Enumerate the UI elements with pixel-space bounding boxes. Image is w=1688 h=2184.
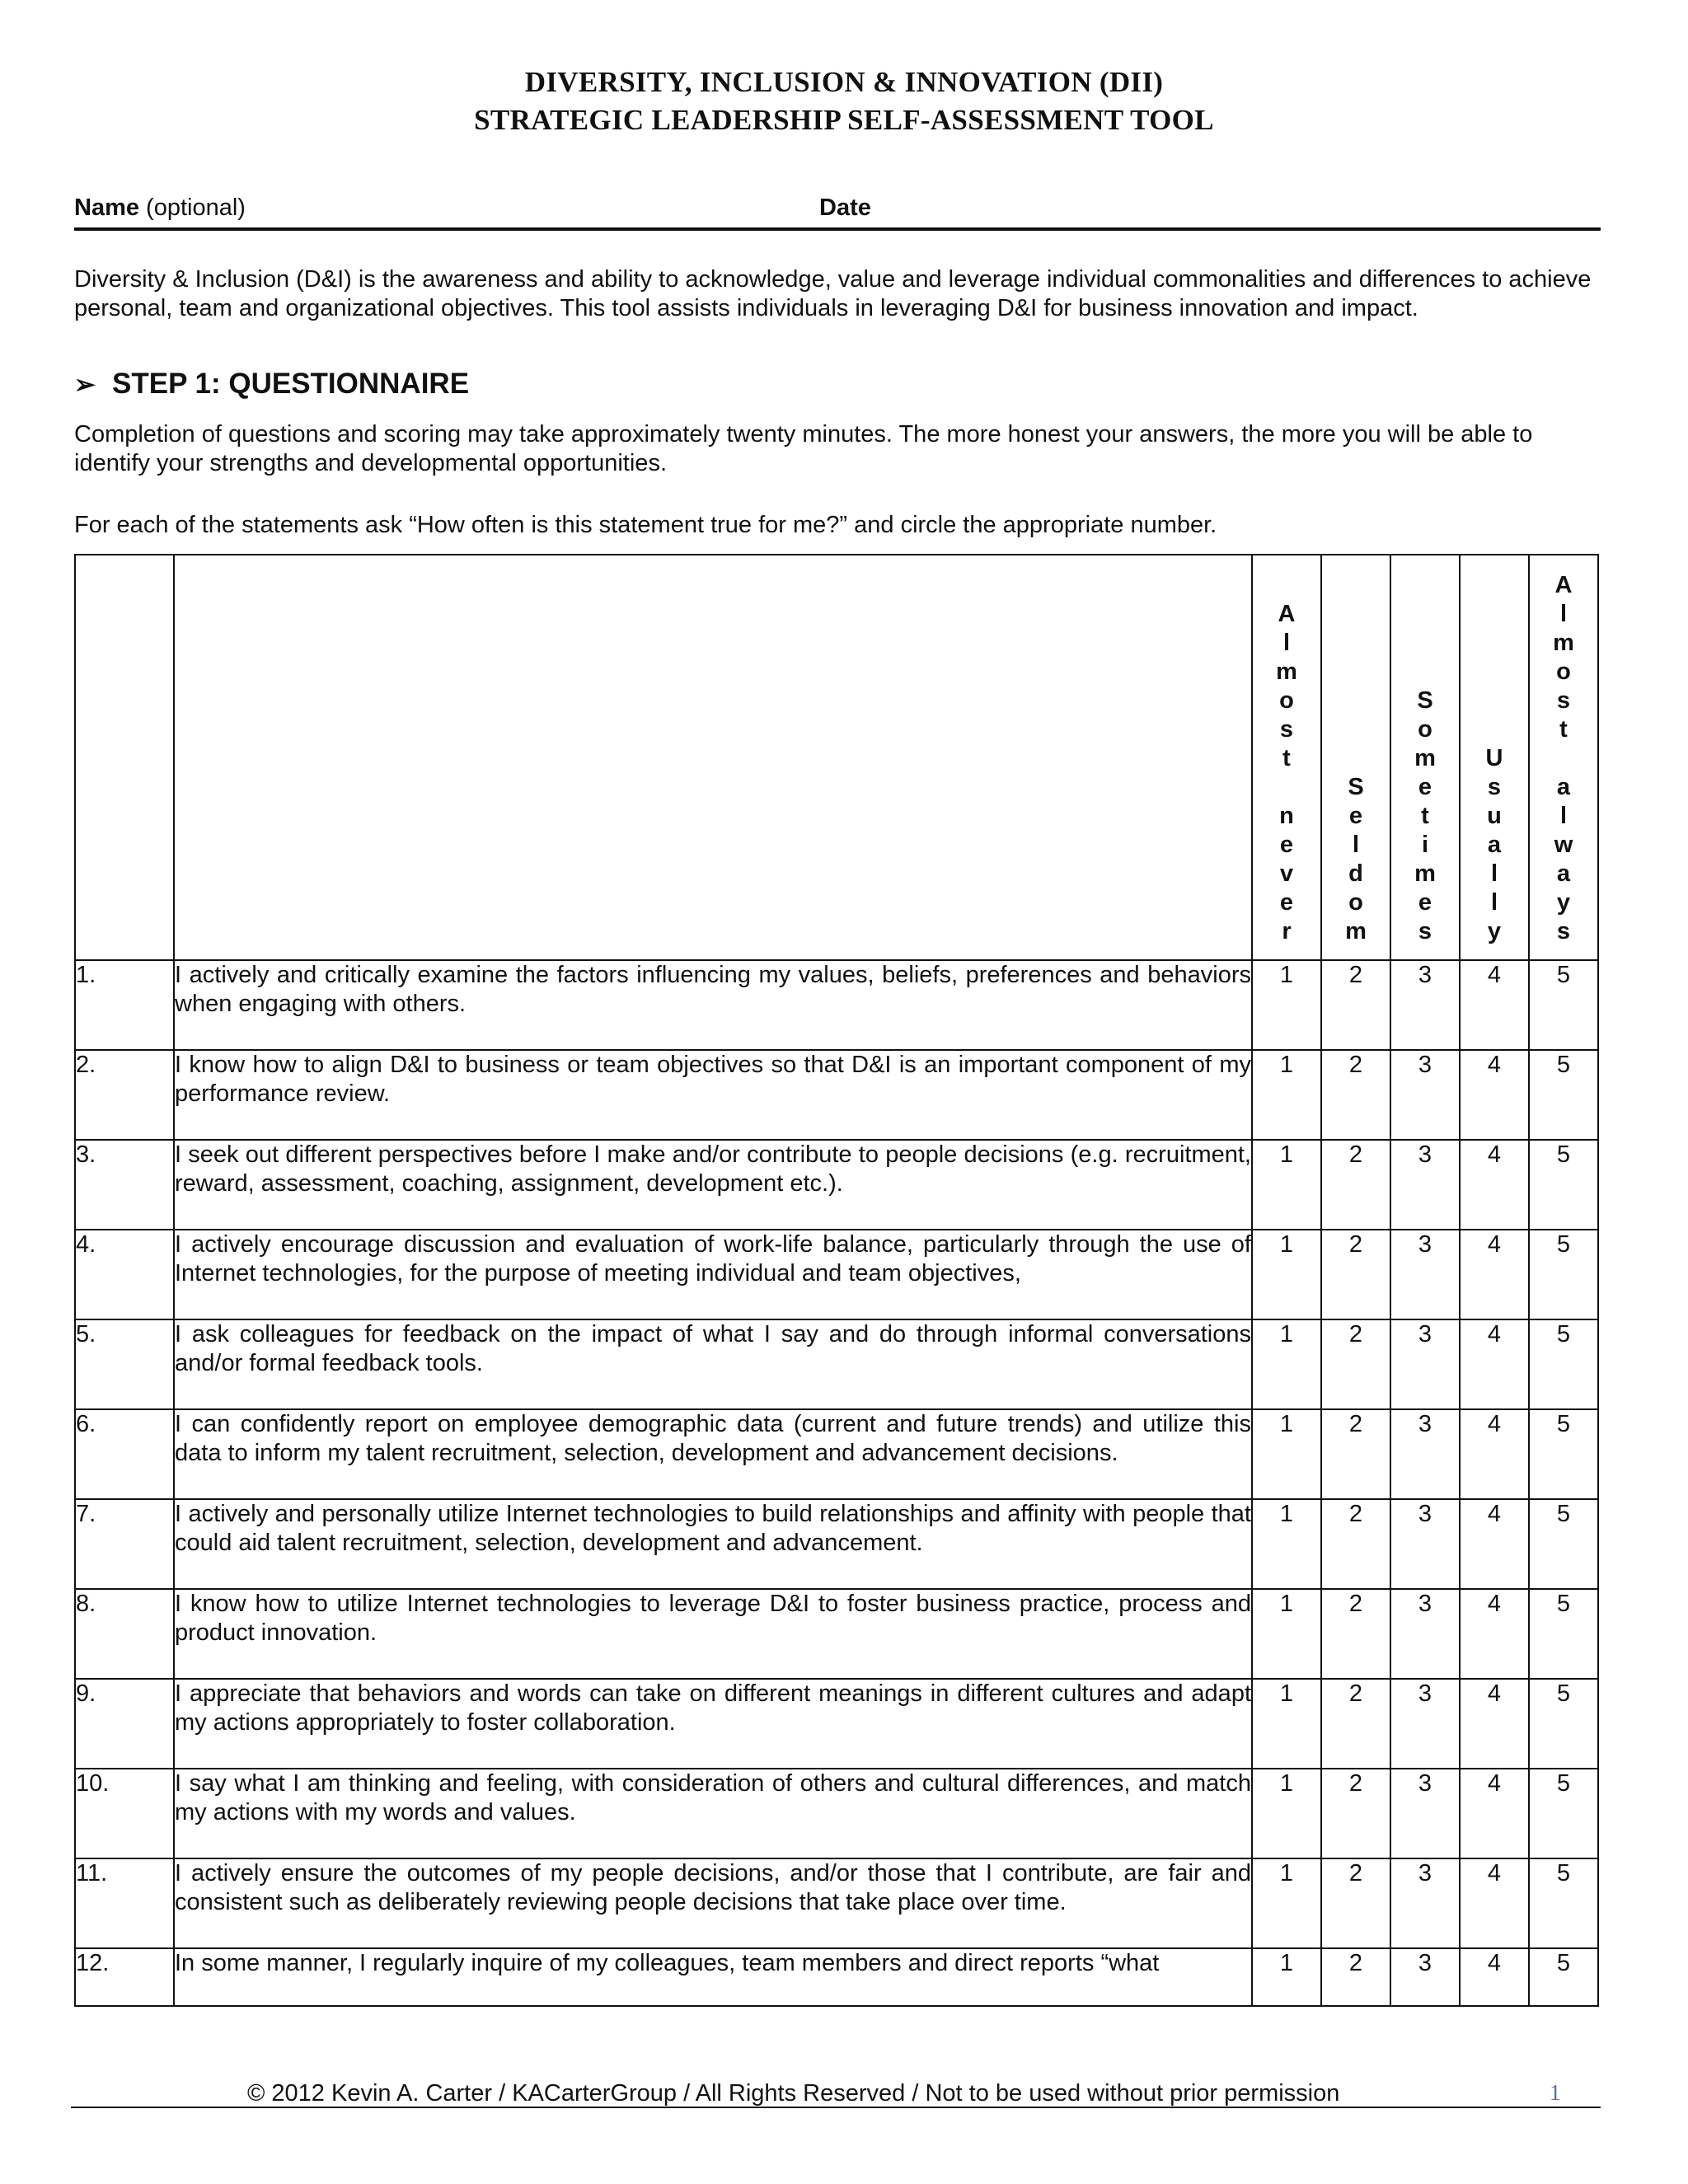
question-statement-text: I seek out different perspectives before I make and/or contribute to people decisions (e.g. recruitment, reward, assessment, coaching, assignment, development etc.). <box>175 1141 1251 1197</box>
score-option-2[interactable]: 2 <box>1321 1230 1390 1319</box>
score-option-4[interactable]: 4 <box>1460 1499 1529 1589</box>
scale-header-label: U s u a l l y <box>1485 745 1503 944</box>
question-statement <box>174 1679 1252 1769</box>
header-scale-4 <box>1460 555 1529 960</box>
question-number: 7. <box>75 1499 174 1589</box>
score-option-4[interactable]: 4 <box>1460 1319 1529 1409</box>
score-option-4[interactable]: 4 <box>1460 1230 1529 1319</box>
question-statement <box>174 1769 1252 1858</box>
score-option-3[interactable]: 3 <box>1390 1319 1460 1409</box>
question-statement <box>174 960 1252 1050</box>
score-option-3[interactable]: 3 <box>1390 1589 1460 1679</box>
question-statement <box>174 1499 1252 1589</box>
question-statement <box>174 1858 1252 1948</box>
table-row <box>75 960 1598 1050</box>
score-option-2[interactable]: 2 <box>1321 1679 1390 1769</box>
score-option-3[interactable]: 3 <box>1390 1140 1460 1230</box>
score-option-2[interactable]: 2 <box>1321 1948 1390 2006</box>
score-option-5[interactable]: 5 <box>1529 1858 1598 1948</box>
score-option-5[interactable]: 5 <box>1529 1679 1598 1769</box>
table-row <box>75 1499 1598 1589</box>
question-number: 6. <box>75 1409 174 1499</box>
name-date-field-row[interactable] <box>74 194 1601 231</box>
score-option-1[interactable]: 1 <box>1252 1769 1321 1858</box>
header-statement-cell <box>174 555 1252 960</box>
question-number: 8. <box>75 1589 174 1679</box>
instruction-paragraph: For each of the statements ask “How often is this statement true for me?” and circle the appropriate number. <box>74 512 1217 538</box>
header-scale-1 <box>1252 555 1321 960</box>
question-number: 5. <box>75 1319 174 1409</box>
score-option-3[interactable]: 3 <box>1390 960 1460 1050</box>
intro-paragraph: Diversity & Inclusion (D&I) is the awareness and ability to acknowledge, value and leverage individual commonalities and differences to achieve personal, team and organizational objectives. This tool assists individuals in leveraging D&I for business innovation and impact. <box>74 266 1592 321</box>
question-statement <box>174 1589 1252 1679</box>
score-option-1[interactable]: 1 <box>1252 1319 1321 1409</box>
date-field-label: Date <box>819 194 871 221</box>
score-option-1[interactable]: 1 <box>1252 1050 1321 1140</box>
table-row <box>75 1319 1598 1409</box>
table-row <box>75 1769 1598 1858</box>
header-scale-2 <box>1321 555 1390 960</box>
score-option-4[interactable]: 4 <box>1460 1948 1529 2006</box>
score-option-3[interactable]: 3 <box>1390 1409 1460 1499</box>
header-scale-5 <box>1529 555 1598 960</box>
table-row <box>75 1589 1598 1679</box>
step-heading <box>74 368 469 401</box>
score-option-5[interactable]: 5 <box>1529 1499 1598 1589</box>
score-option-5[interactable]: 5 <box>1529 1409 1598 1499</box>
question-statement <box>174 1230 1252 1319</box>
score-option-1[interactable]: 1 <box>1252 1948 1321 2006</box>
question-statement <box>174 1948 1252 2006</box>
score-option-4[interactable]: 4 <box>1460 1589 1529 1679</box>
question-statement-text: In some manner, I regularly inquire of my colleagues, team members and direct reports “what <box>175 1950 1160 1976</box>
score-option-4[interactable]: 4 <box>1460 960 1529 1050</box>
score-option-5[interactable]: 5 <box>1529 960 1598 1050</box>
question-statement-text: I appreciate that behaviors and words can take on different meanings in different cultures and adapt my actions appropriately to foster collaboration. <box>175 1680 1251 1736</box>
table-row <box>75 1858 1598 1948</box>
question-number: 4. <box>75 1230 174 1319</box>
table-row <box>75 1679 1598 1769</box>
score-option-1[interactable]: 1 <box>1252 1589 1321 1679</box>
completion-paragraph: Completion of questions and scoring may take approximately twenty minutes. The more honest your answers, the more you will be able to identify your strengths and developmental opportunities. <box>74 421 1533 476</box>
score-option-1[interactable]: 1 <box>1252 1499 1321 1589</box>
document-title-line-1: DIVERSITY, INCLUSION & INNOVATION (DII) <box>524 66 1164 98</box>
score-option-3[interactable]: 3 <box>1390 1050 1460 1140</box>
question-number: 1. <box>75 960 174 1050</box>
question-number: 3. <box>75 1140 174 1230</box>
document-title-line-2: STRATEGIC LEADERSHIP SELF-ASSESSMENT TOOL <box>474 104 1214 136</box>
score-option-3[interactable]: 3 <box>1390 1230 1460 1319</box>
score-option-1[interactable]: 1 <box>1252 1140 1321 1230</box>
question-statement <box>174 1140 1252 1230</box>
question-number: 12. <box>75 1948 174 2006</box>
score-option-3[interactable]: 3 <box>1390 1858 1460 1948</box>
score-option-5[interactable]: 5 <box>1529 1769 1598 1858</box>
footer-divider <box>71 2107 1601 2108</box>
header-number-cell <box>75 555 174 960</box>
question-statement <box>174 1319 1252 1409</box>
score-option-4[interactable]: 4 <box>1460 1769 1529 1858</box>
arrowhead-bullet-icon: ➢ <box>74 370 96 399</box>
step-heading-text: STEP 1: QUESTIONNAIRE <box>112 368 470 400</box>
score-option-2[interactable]: 2 <box>1321 960 1390 1050</box>
question-statement-text: I can confidently report on employee demographic data (current and future trends) and utilize this data to inform my talent recruitment, selection, development and advancement decisions. <box>175 1411 1251 1466</box>
question-statement-text: I actively ensure the outcomes of my people decisions, and/or those that I contribute, are fair and consistent such as deliberately reviewing people decisions that take place over time. <box>175 1860 1251 1915</box>
score-option-3[interactable]: 3 <box>1390 1948 1460 2006</box>
score-option-2[interactable]: 2 <box>1321 1589 1390 1679</box>
question-number: 9. <box>75 1679 174 1769</box>
score-option-2[interactable]: 2 <box>1321 1409 1390 1499</box>
question-number: 11. <box>75 1858 174 1948</box>
score-option-2[interactable]: 2 <box>1321 1769 1390 1858</box>
score-option-3[interactable]: 3 <box>1390 1769 1460 1858</box>
score-option-5[interactable]: 5 <box>1529 1230 1598 1319</box>
page-number: 1 <box>1550 2080 1561 2105</box>
question-statement-text: I know how to utilize Internet technologies to leverage D&I to foster business practice, process and product innovation. <box>175 1591 1251 1646</box>
scale-header-label: A l m o s t a l w a y s <box>1553 572 1574 944</box>
score-option-5[interactable]: 5 <box>1529 1140 1598 1230</box>
score-option-2[interactable]: 2 <box>1321 1319 1390 1409</box>
footer-copyright: © 2012 Kevin A. Carter / KACarterGroup / All Rights Reserved / Not to be used without prior permission <box>247 2080 1340 2107</box>
question-statement-text: I ask colleagues for feedback on the impact of what I say and do through informal conversations and/or formal feedback tools. <box>175 1321 1251 1376</box>
question-statement-text: I know how to align D&I to business or team objectives so that D&I is an important component of my performance review. <box>175 1052 1251 1107</box>
question-statement-text: I actively encourage discussion and evaluation of work-life balance, particularly through the use of Internet technologies, for the purpose of meeting individual and team objectives, <box>175 1231 1251 1286</box>
score-option-2[interactable]: 2 <box>1321 1499 1390 1589</box>
score-option-5[interactable]: 5 <box>1529 1050 1598 1140</box>
score-option-4[interactable]: 4 <box>1460 1679 1529 1769</box>
score-option-2[interactable]: 2 <box>1321 1858 1390 1948</box>
score-option-1[interactable]: 1 <box>1252 960 1321 1050</box>
score-option-5[interactable]: 5 <box>1529 1589 1598 1679</box>
score-option-4[interactable]: 4 <box>1460 1858 1529 1948</box>
score-option-1[interactable]: 1 <box>1252 1230 1321 1319</box>
score-option-3[interactable]: 3 <box>1390 1679 1460 1769</box>
question-statement-text: I actively and personally utilize Internet technologies to build relationships and affinity with people that could aid talent recruitment, selection, development and advancement. <box>175 1501 1251 1556</box>
score-option-1[interactable]: 1 <box>1252 1409 1321 1499</box>
score-option-5[interactable]: 5 <box>1529 1948 1598 2006</box>
score-option-1[interactable]: 1 <box>1252 1679 1321 1769</box>
name-field-label: Name (optional) <box>74 194 246 221</box>
question-statement-text: I say what I am thinking and feeling, with consideration of others and cultural differences, and match my actions with my words and values. <box>175 1770 1251 1825</box>
score-option-3[interactable]: 3 <box>1390 1499 1460 1589</box>
score-option-2[interactable]: 2 <box>1321 1140 1390 1230</box>
scale-header-label: S o m e t i m e s <box>1414 687 1436 944</box>
table-header-row <box>75 555 1598 960</box>
question-statement <box>174 1050 1252 1140</box>
score-option-4[interactable]: 4 <box>1460 1140 1529 1230</box>
question-statement <box>174 1409 1252 1499</box>
scale-header-label: A l m o s t n e v e r <box>1276 601 1297 944</box>
table-row <box>75 1230 1598 1319</box>
score-option-4[interactable]: 4 <box>1460 1409 1529 1499</box>
table-row <box>75 1140 1598 1230</box>
scale-header-label: S e l d o m <box>1345 774 1367 944</box>
score-option-5[interactable]: 5 <box>1529 1319 1598 1409</box>
header-scale-3 <box>1390 555 1460 960</box>
table-row <box>75 1948 1598 2006</box>
questionnaire-table <box>74 554 1599 2007</box>
question-statement-text: I actively and critically examine the factors influencing my values, beliefs, preferences and behaviors when engaging with others. <box>175 962 1251 1017</box>
score-option-2[interactable]: 2 <box>1321 1050 1390 1140</box>
question-number: 10. <box>75 1769 174 1858</box>
table-row <box>75 1050 1598 1140</box>
table-row <box>75 1409 1598 1499</box>
score-option-4[interactable]: 4 <box>1460 1050 1529 1140</box>
question-number: 2. <box>75 1050 174 1140</box>
score-option-1[interactable]: 1 <box>1252 1858 1321 1948</box>
